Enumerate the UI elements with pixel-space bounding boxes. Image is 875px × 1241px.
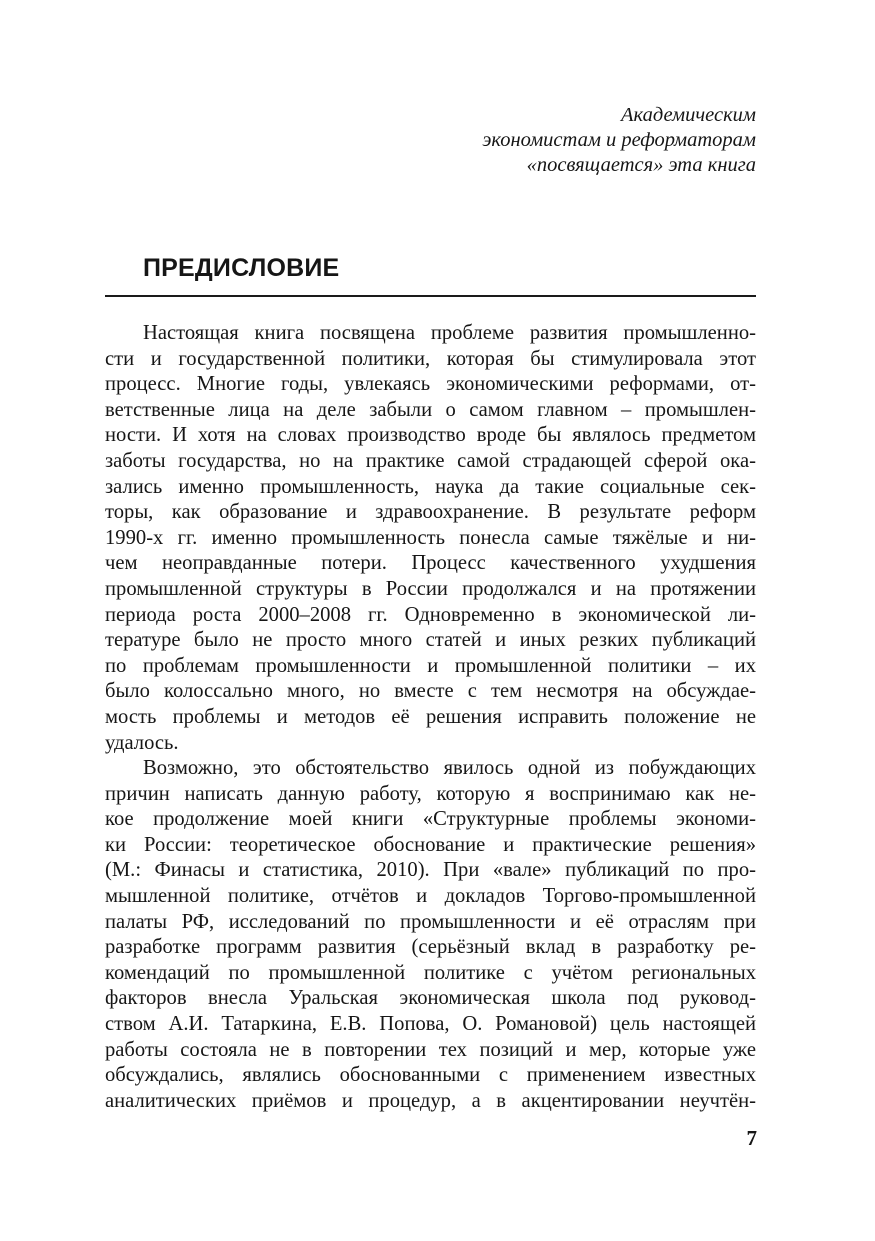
- text-line: комендаций по промышленной политике с учётом региональных: [105, 961, 756, 984]
- text-line: 1990-х гг. именно промышленность понесла самые тяжёлые и ни-: [105, 526, 756, 549]
- text-line: ности. И хотя на словах производство вроде бы являлось предметом: [105, 424, 756, 447]
- chapter-title: ПРЕДИСЛОВИЕ: [143, 254, 340, 282]
- text-line: торы, как образование и здравоохранение. В результате реформ: [105, 501, 756, 524]
- text-line: периода роста 2000–2008 гг. Одновременно в экономической ли-: [105, 603, 756, 626]
- text-line: факторов внесла Уральская экономическая школа под руковод-: [105, 987, 756, 1010]
- text-line: Настоящая книга посвящена проблеме развития промышленно-: [143, 322, 756, 344]
- title-underline: [105, 295, 756, 297]
- text-line: заботы государства, но на практике самой страдающей сферой ока-: [105, 449, 756, 472]
- text-line: мышленной политике, отчётов и докладов Торгово-промышленной: [105, 885, 756, 908]
- text-line: разработке программ развития (серьёзный вклад в разработку ре-: [105, 936, 756, 959]
- text-line: сти и государственной политики, которая бы стимулировала этот: [105, 347, 756, 370]
- text-line: тературе было не просто много статей и иных резких публикаций: [105, 629, 756, 652]
- epigraph-line: Академическим: [620, 104, 756, 126]
- text-line: обсуждались, являлись обоснованными с применением известных: [105, 1064, 756, 1087]
- text-line: мость проблемы и методов её решения исправить положение не: [105, 705, 756, 728]
- text-line: Возможно, это обстоятельство явилось одной из побуждающих: [143, 757, 756, 780]
- epigraph: [336, 103, 756, 178]
- paragraph-2: [105, 756, 756, 1114]
- text-line: (М.: Финасы и статистика, 2010). При «вале» публикаций по про-: [105, 859, 756, 882]
- text-line: ветственные лица на деле забыли о самом главном – промышлен-: [105, 398, 756, 421]
- epigraph-line: экономистам и реформаторам: [482, 129, 756, 151]
- text-line: чем неоправданные потери. Процесс качественного ухудшения: [105, 552, 756, 575]
- paragraph-1: [105, 321, 756, 756]
- body-text: [105, 321, 756, 1114]
- text-line: работы состояла не в повторении тех позиций и мер, которые уже: [105, 1038, 756, 1061]
- text-line: ки России: теоретическое обоснование и практические решения»: [105, 833, 756, 856]
- text-line: причин написать данную работу, которую я воспринимаю как не-: [105, 782, 756, 805]
- text-line: удалось.: [105, 731, 179, 754]
- text-line: было колоссально много, но вместе с тем несмотря на обсуждае-: [105, 680, 756, 703]
- text-line: ством А.И. Татаркина, Е.В. Попова, О. Романовой) цель настоящей: [105, 1013, 756, 1036]
- text-line: промышленной структуры в России продолжался и на протяжении: [105, 577, 756, 600]
- text-line: по проблемам промышленности и промышленной политики – их: [105, 654, 756, 677]
- epigraph-line: «посвящается» эта книга: [526, 154, 756, 176]
- text-line: процесс. Многие годы, увлекаясь экономическими реформами, от-: [105, 373, 756, 396]
- text-line: палаты РФ, исследований по промышленности и её отраслям при: [105, 910, 756, 933]
- text-line: аналитических приёмов и процедур, а в акцентировании неучтён-: [105, 1089, 756, 1112]
- text-line: зались именно промышленность, наука да такие социальные сек-: [105, 475, 756, 498]
- text-line: кое продолжение моей книги «Структурные проблемы экономи-: [105, 808, 756, 831]
- page-number: 7: [746, 1126, 757, 1150]
